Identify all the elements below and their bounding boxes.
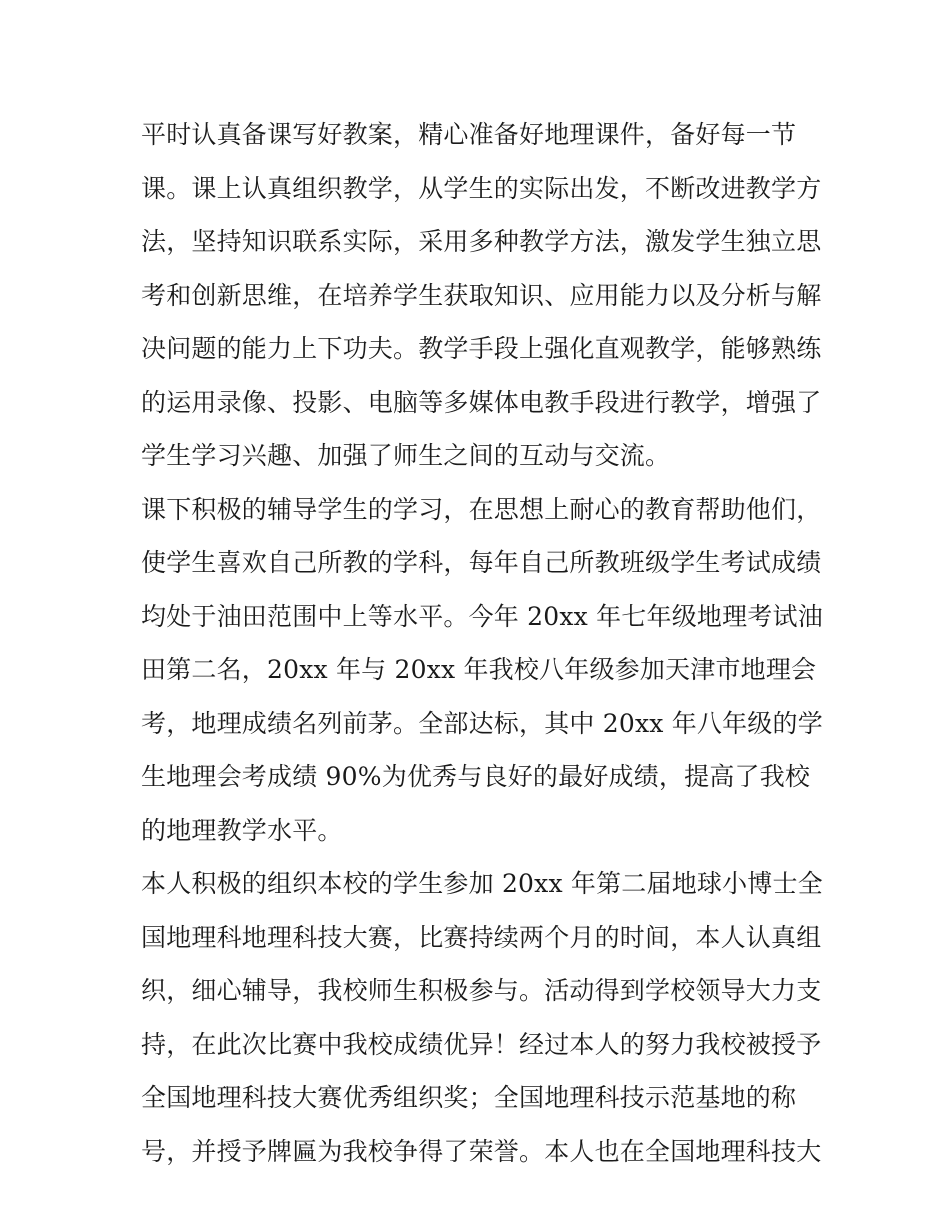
text-line: 国地理科地理科技大赛，比赛持续两个月的时间，本人认真组 [141,922,822,952]
text-line: 的地理教学水平。 [141,815,343,845]
text-line: 田第二名，20xx 年与 20xx 年我校八年级参加天津市地理会 [141,655,817,684]
text-line: 均处于油田范围中上等水平。今年 20xx 年七年级地理考试油 [141,601,823,631]
text-line: 织，细心辅导，我校师生积极参与。活动得到学校领导大力支 [141,976,822,1005]
text-line: 法，坚持知识联系实际，采用多种教学方法，激发学生独立思 [141,227,822,256]
text-line: 考，地理成绩名列前茅。全部达标，其中 20xx 年八年级的学 [141,708,823,738]
text-line: 考和创新思维，在培养学生获取知识、应用能力以及分析与解 [141,280,822,310]
text-line: 课。课上认真组织教学，从学生的实际出发，不断改进教学方 [141,173,822,203]
text-line: 持，在此次比赛中我校成绩优异！经过本人的努力我校被授予 [141,1029,822,1059]
text-line: 课下积极的辅导学生的学习，在思想上耐心的教育帮助他们， [141,494,822,524]
text-line: 号，并授予牌匾为我校争得了荣誉。本人也在全国地理科技大 [141,1136,822,1166]
text-line: 使学生喜欢自己所教的学科，每年自己所教班级学生考试成绩 [141,548,822,577]
text-line: 全国地理科技大赛优秀组织奖；全国地理科技示范基地的称 [141,1083,797,1112]
text-line: 决问题的能力上下功夫。教学手段上强化直观教学，能够熟练 [141,334,822,363]
text-line: 平时认真备课写好教案，精心准备好地理课件，备好每一节 [141,120,797,149]
text-line: 学生学习兴趣、加强了师生之间的互动与交流。 [141,441,671,470]
text-line: 本人积极的组织本校的学生参加 20xx 年第二届地球小博士全 [141,869,823,898]
text-line: 生地理会考成绩 90%为优秀与良好的最好成绩，提高了我校 [141,762,811,791]
document-body [141,108,821,1178]
text-line: 的运用录像、投影、电脑等多媒体电教手段进行教学，增强了 [141,387,822,417]
